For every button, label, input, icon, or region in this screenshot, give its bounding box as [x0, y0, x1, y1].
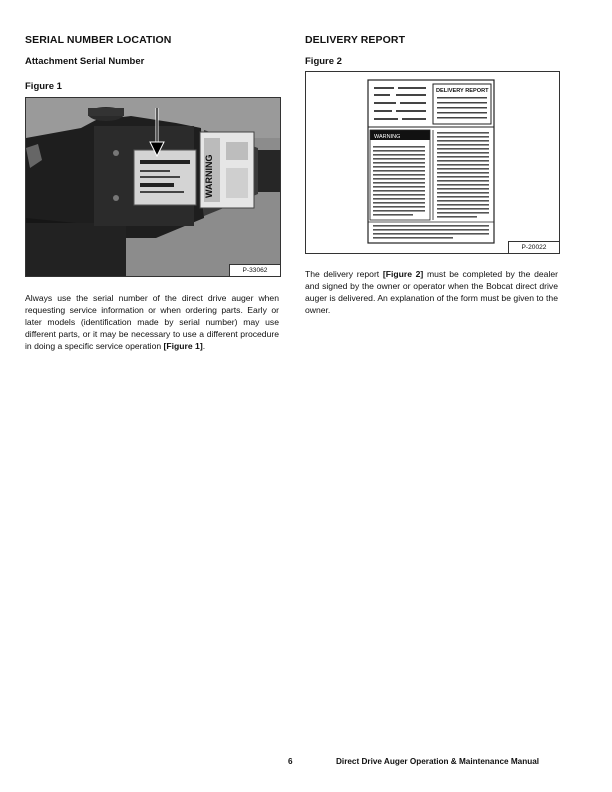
delivery-report-heading: DELIVERY REPORT	[305, 34, 406, 46]
figure-2-label: Figure 2	[305, 56, 342, 67]
figure-1-photo-code: P-33062	[229, 264, 280, 276]
figure-1-label: Figure 1	[25, 81, 62, 92]
delivery-body-text-start: The delivery report	[305, 269, 383, 279]
serial-number-location-heading: SERIAL NUMBER LOCATION	[25, 34, 172, 46]
figure-2-photo	[305, 71, 560, 254]
serial-number-body-end: .	[202, 341, 206, 352]
delivery-body-text-end: must be completed by the dealer and signed by the owner or operator when the Bobcat direct drive auger is delivered. An explanation of the form must be given to the owner.	[305, 269, 558, 316]
photo-warning-text: WARNING	[204, 154, 214, 198]
form-warning-text: WARNING	[374, 134, 401, 140]
manual-title: Direct Drive Auger Operation & Maintenance Manual	[336, 757, 540, 766]
delivery-report-paragraph	[305, 268, 558, 316]
figure-1-photo	[25, 97, 281, 277]
attachment-serial-number-subheading: Attachment Serial Number	[25, 56, 145, 67]
serial-number-body-text: Always use the serial number of the direct drive auger when requesting service information or when ordering parts. Early or later models (identification made by serial number) may use different parts, or it may be necessary to use a different procedure in doing a specific service operation	[25, 293, 279, 352]
auger-serial-plate-illustration	[26, 98, 280, 276]
delivery-report-form-illustration	[306, 72, 559, 253]
page-number: 6	[288, 757, 293, 766]
serial-number-paragraph	[25, 292, 279, 352]
figure-2-photo-code: P-20022	[508, 241, 559, 253]
figure-1-reference: [Figure 1]	[163, 341, 203, 352]
form-title-text: DELIVERY REPORT	[436, 88, 489, 94]
figure-2-reference: [Figure 2]	[382, 269, 424, 279]
